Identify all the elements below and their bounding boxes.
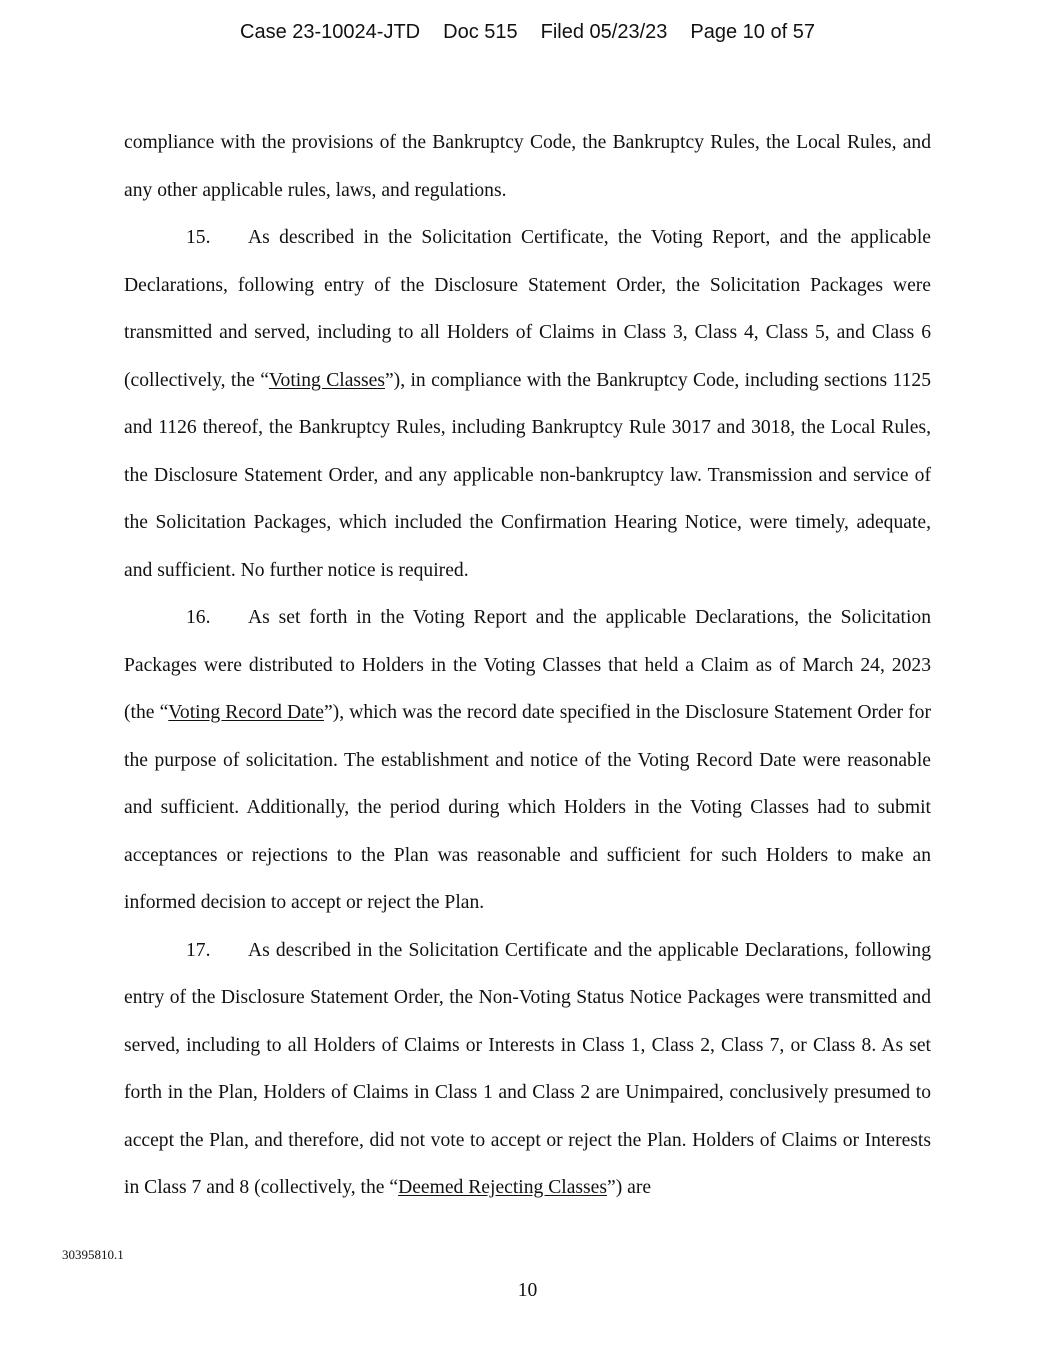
case-header [0, 19, 1055, 45]
paragraph-text: As set forth in the Voting Report and the applicable Declarations, the Solicitation Packages were distributed to Holders in the Voting Classes that held a Claim as of March 24, 2023 (the “ [124, 607, 931, 723]
defined-term: Deemed Rejecting Classes [398, 1177, 608, 1198]
paragraph-number: 16. [186, 607, 211, 628]
defined-term: Voting Record Date [168, 702, 324, 723]
paragraph-text: As described in the Solicitation Certificate, the Voting Report, and the applicable Declarations, following entry of the Disclosure Statement Order, the Solicitation Packages were transmitted and served, including to all Holders of Claims in Class 3, Class 4, Class 5, and Class 6 (collectively, the “ [124, 227, 931, 391]
paragraph-number: 17. [186, 939, 211, 961]
paragraph-15 [124, 214, 931, 594]
paragraph-text: ”), in compliance with the Bankruptcy Code, including sections 1125 and 1126 thereof, the Bankruptcy Rules, including Bankruptcy Rule 3017 and 3018, the Local Rules, the Disclosure Statement Order, and any applicable non-bankruptcy law. Transmission and service of the Solicitation Packages, which included the Confirmation Hearing Notice, were timely, adequate, and sufficient. No further notice is required. [124, 369, 931, 581]
paragraph-text: compliance with the provisions of the Bankruptcy Code, the Bankruptcy Rules, the Local Rules, and any other applicable rules, laws, and regulations. [124, 132, 931, 201]
paragraph-text: As described in the Solicitation Certificate and the applicable Declarations, following entry of the Disclosure Statement Order, the Non-Voting Status Notice Packages were transmitted and served, including to all Holders of Claims or Interests in Class 1, Class 2, Class 7, or Class 8. As set forth in the Plan, Holders of Claims in Class 1 and Class 2 are Unimpaired, conclusively presumed to accept the Plan, and therefore, did not vote to accept or reject the Plan. Holders of Claims or Interests in Class 7 and 8 (collectively, the “ [124, 939, 931, 1198]
paragraph-16 [124, 594, 931, 927]
paragraph-number: 15. [186, 227, 211, 248]
paragraph-17 [124, 927, 931, 1212]
document-id: 30395810.1 [62, 1247, 124, 1262]
page-number: 10 [517, 1280, 538, 1301]
paragraph-text: ”), which was the record date specified in the Disclosure Statement Order for the purpose of solicitation. The establishment and notice of the Voting Record Date were reasonable and sufficient. Additionally, the period during which Holders in the Voting Classes had to submit acceptances or rejections to the Plan was reasonable and sufficient for such Holders to make an informed decision to accept or reject the Plan. [124, 702, 931, 913]
paragraph-continuation [124, 119, 931, 214]
page-count: Page 10 of 57 [690, 21, 815, 43]
paragraph-text: ”) are [607, 1177, 652, 1198]
doc-number: Doc 515 [443, 21, 518, 43]
document-body [124, 119, 931, 1212]
defined-term: Voting Classes [268, 369, 385, 391]
filed-date: Filed 05/23/23 [540, 21, 668, 43]
case-number: Case 23-10024-JTD [240, 21, 421, 43]
